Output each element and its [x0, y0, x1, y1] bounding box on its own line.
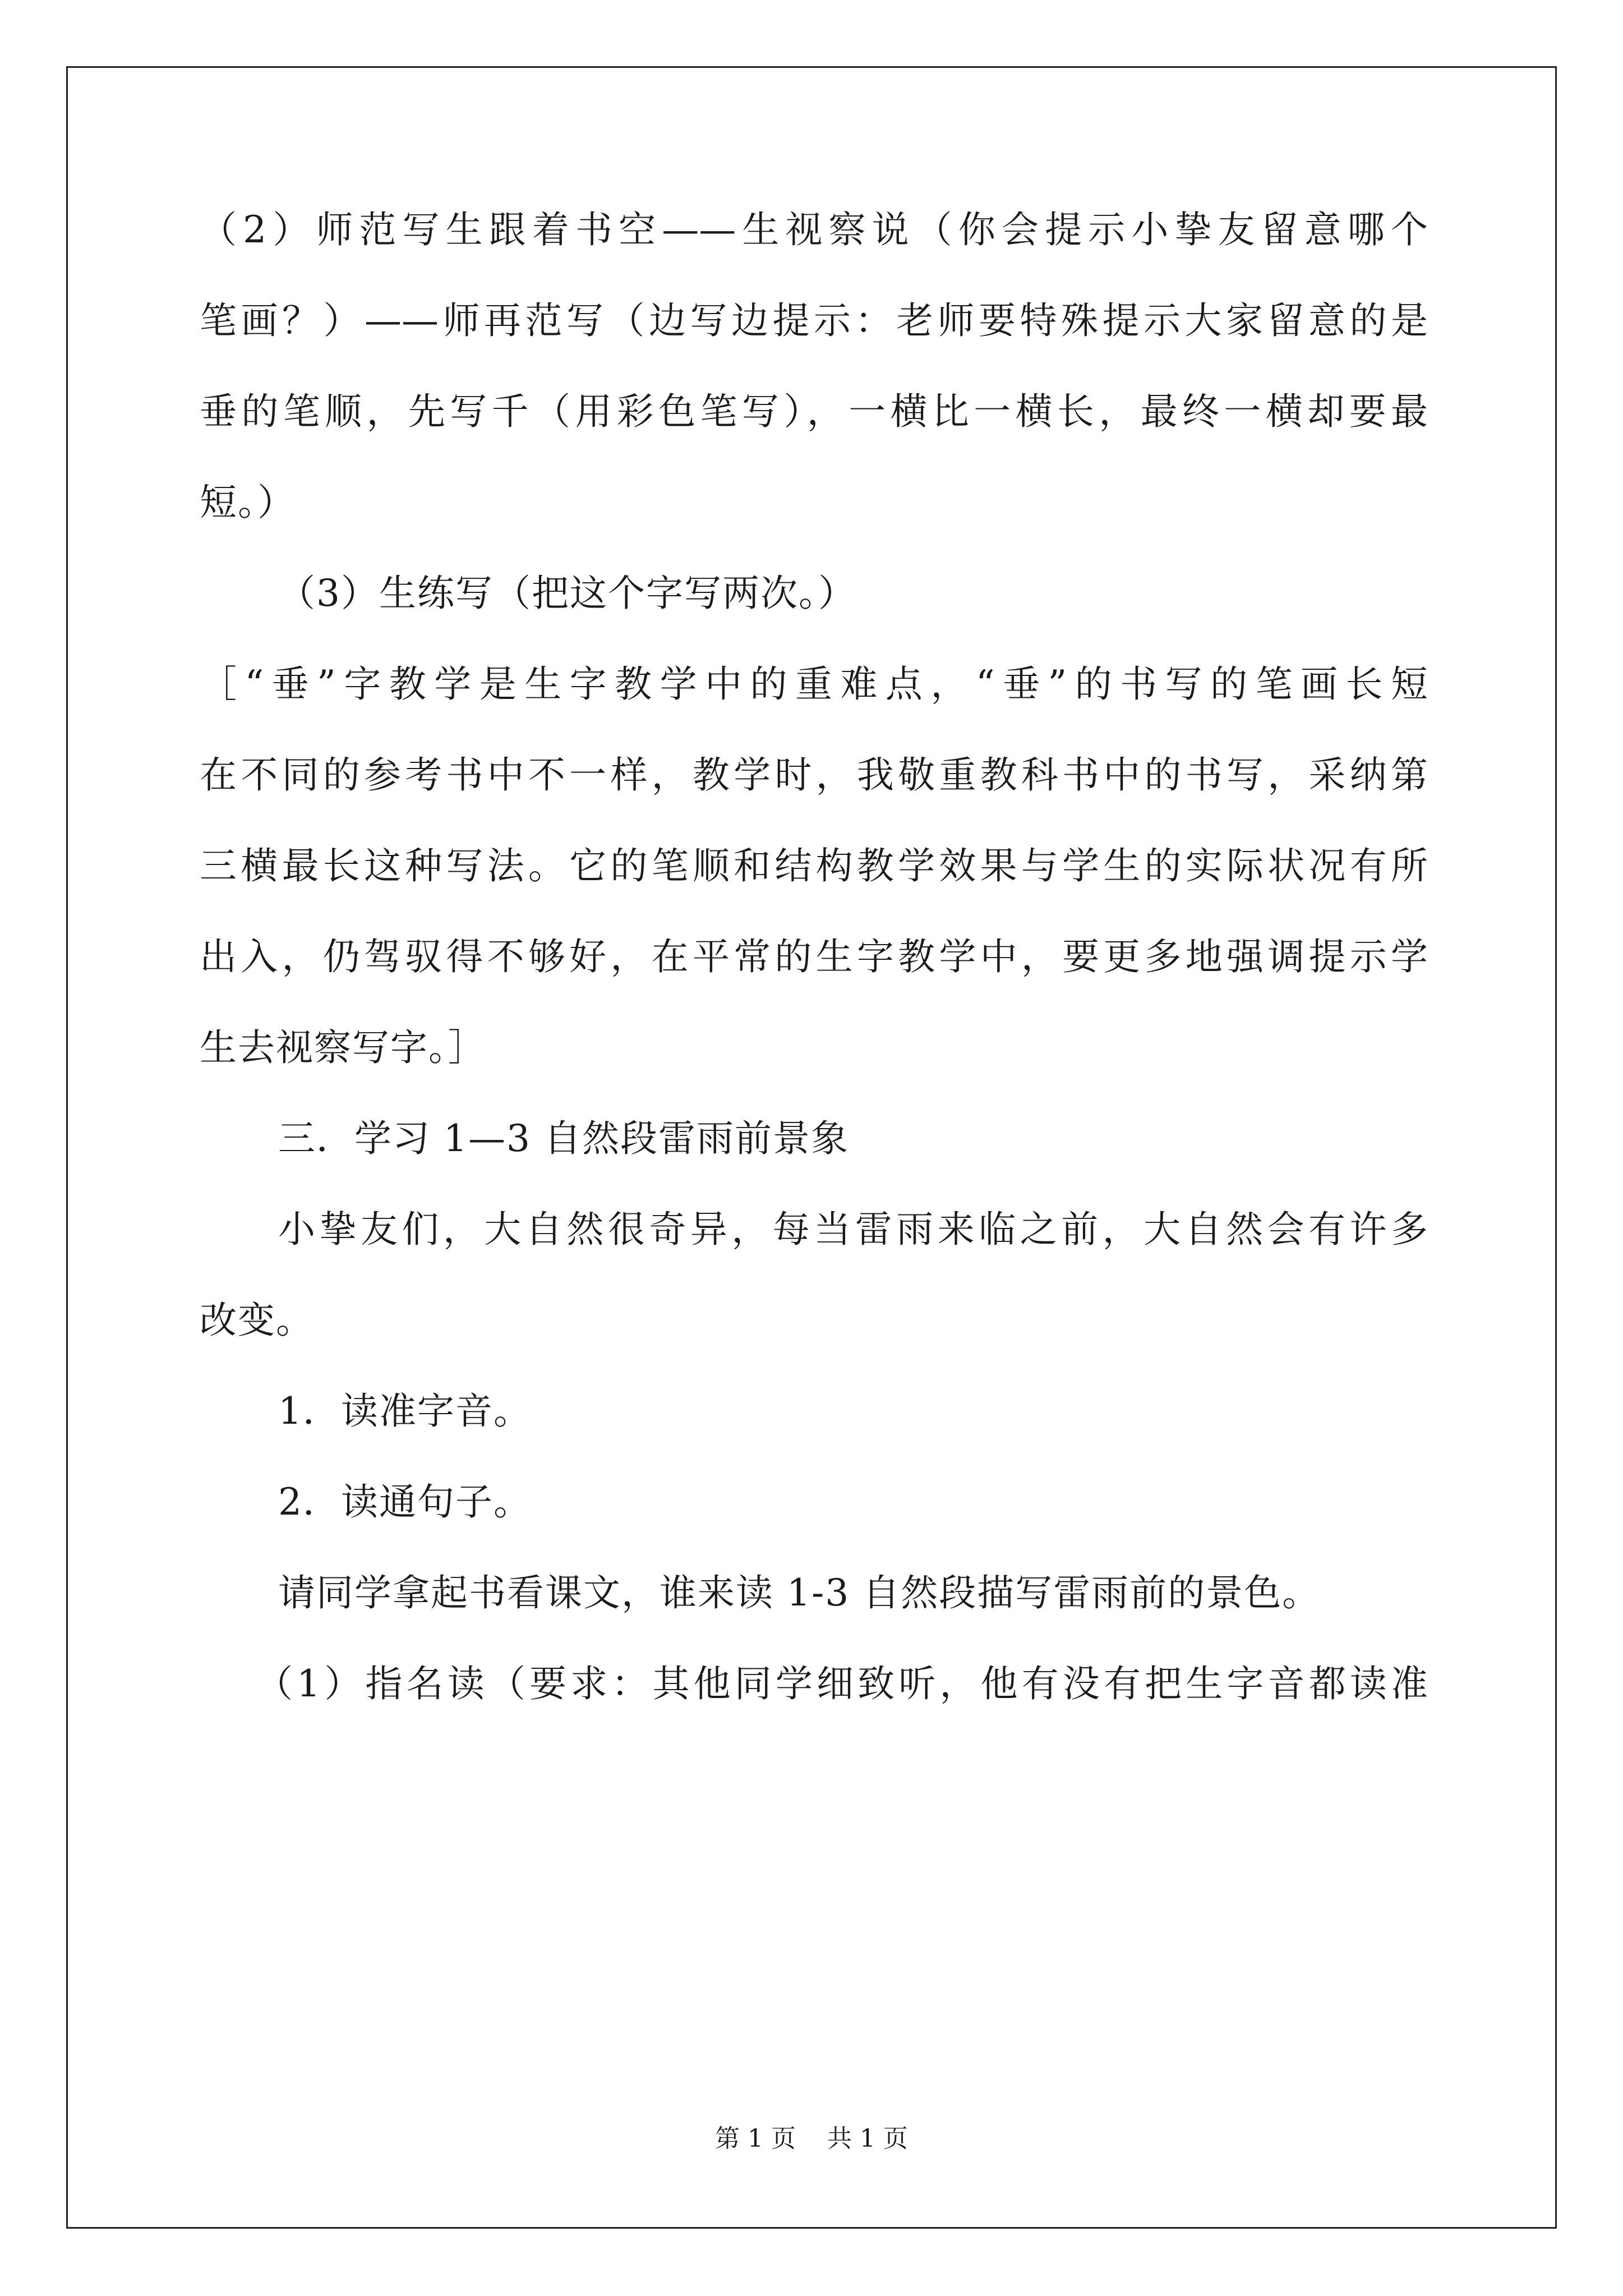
paragraph-line: （1）指名读（要求：其他同学细致听，他有没有把生字音都读准	[256, 1662, 1428, 1705]
paragraph-line: 出入，仍驾驭得不够好，在平常的生字教学中，要更多地强调提示学	[200, 935, 1428, 978]
page-footer: 第 1 页 共 1 页	[715, 2124, 908, 2153]
paragraph-line: 笔画？）——师再范写（边写边提示：老师要特殊提示大家留意的是	[200, 299, 1428, 342]
list-item: 2．读通句子。	[278, 1480, 532, 1524]
paragraph-line: 改变。	[200, 1299, 314, 1342]
paragraph-line: 垂的笔顺，先写千（用彩色笔写），一横比一横长，最终一横却要最	[200, 390, 1428, 433]
section-heading: 三．学习 1—3 自然段雷雨前景象	[278, 1117, 849, 1160]
list-item: 1．读准字音。	[278, 1389, 532, 1433]
paragraph-line: 短。）	[200, 481, 296, 524]
paragraph-line: 生去视察写字。］	[200, 1026, 486, 1069]
paragraph-line: 三横最长这种写法。它的笔顺和结构教学效果与学生的实际状况有所	[200, 844, 1428, 887]
paragraph-line: ［“垂”字教学是生字教学中的重难点，“垂”的书写的笔画长短	[200, 662, 1428, 706]
paragraph-line: 在不同的参考书中不一样，教学时，我敬重教科书中的书写，采纳第	[200, 753, 1428, 797]
paragraph-line: 请同学拿起书看课文，谁来读 1-3 自然段描写雷雨前的景色。	[278, 1571, 1321, 1614]
paragraph-line: 小挚友们，大自然很奇异，每当雷雨来临之前，大自然会有许多	[278, 1208, 1428, 1251]
paragraph-line: （3）生练写（把这个字写两次。）	[278, 572, 856, 615]
paragraph-line: （2）师范写生跟着书空——生视察说（你会提示小挚友留意哪个	[200, 208, 1428, 251]
